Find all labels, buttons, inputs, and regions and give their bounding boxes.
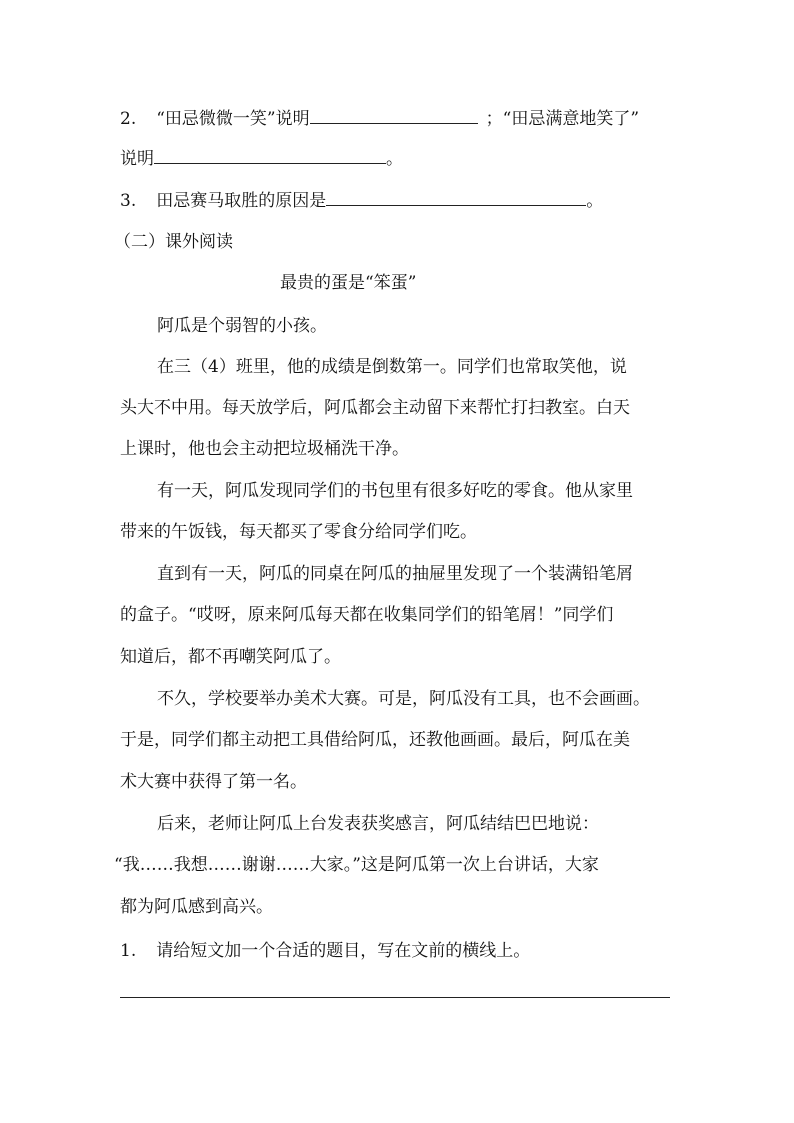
article-line: 知道后，都不再嘲笑阿瓜了。 xyxy=(120,647,341,667)
question-2-line-2 xyxy=(120,148,403,170)
question-number: 2. xyxy=(120,109,137,129)
question-text: 请给短文加一个合适的题目，写在文前的横线上。 xyxy=(156,941,531,961)
question-2-line-1 xyxy=(120,108,680,130)
article-line: 在三（4）班里，他的成绩是倒数第一。同学们也常取笑他，说 xyxy=(157,357,627,377)
question-text: 说明 xyxy=(120,149,154,169)
question-end: 。 xyxy=(586,191,604,211)
answer-line[interactable] xyxy=(120,997,670,998)
question-text: 田忌赛马取胜的原因是 xyxy=(156,191,327,211)
article-line: 有一天，阿瓜发现同学们的书包里有很多好吃的零食。他从家里 xyxy=(157,481,633,501)
question-end: 。 xyxy=(386,149,403,169)
article-line: 都为阿瓜感到高兴。 xyxy=(120,897,273,917)
article-line: 上课时，他也会主动把垃圾桶洗干净。 xyxy=(120,439,409,459)
article-line: “我……我想……谢谢……大家。”这是阿瓜第一次上台讲话，大家 xyxy=(114,855,599,875)
question-text: “田忌微微一笑”说明 xyxy=(156,109,310,129)
article-line: 带来的午饭钱，每天都买了零食分给同学们吃。 xyxy=(120,522,477,542)
question-separator: ； xyxy=(485,109,503,129)
article-title: 最贵的蛋是“笨蛋” xyxy=(280,273,417,293)
question-number: 3. xyxy=(120,191,137,211)
question-text: “田忌满意地笑了” xyxy=(502,109,640,129)
answer-blank[interactable] xyxy=(154,148,386,164)
article-line: 头大不中用。每天放学后，阿瓜都会主动留下来帮忙打扫教室。白天 xyxy=(120,398,630,418)
question-number: 1. xyxy=(120,941,137,961)
question-1 xyxy=(120,940,530,962)
answer-blank[interactable] xyxy=(310,108,478,124)
article-line: 后来，老师让阿瓜上台发表获奖感言，阿瓜结结巴巴地说： xyxy=(157,814,599,834)
article-line: 直到有一天，阿瓜的同桌在阿瓜的抽屉里发现了一个装满铅笔屑 xyxy=(157,564,633,584)
section-heading: （二）课外阅读 xyxy=(114,232,233,252)
article-line: 于是，同学们都主动把工具借给阿瓜，还教他画画。最后，阿瓜在美 xyxy=(120,730,630,750)
article-line: 术大赛中获得了第一名。 xyxy=(120,772,307,792)
article-line: 阿瓜是个弱智的小孩。 xyxy=(157,316,327,336)
article-line: 的盒子。“哎呀，原来阿瓜每天都在收集同学们的铅笔屑！”同学们 xyxy=(120,605,614,625)
question-3 xyxy=(120,190,603,212)
article-line: 不久，学校要举办美术大赛。可是，阿瓜没有工具，也不会画画。 xyxy=(157,689,650,709)
answer-blank[interactable] xyxy=(326,190,586,206)
